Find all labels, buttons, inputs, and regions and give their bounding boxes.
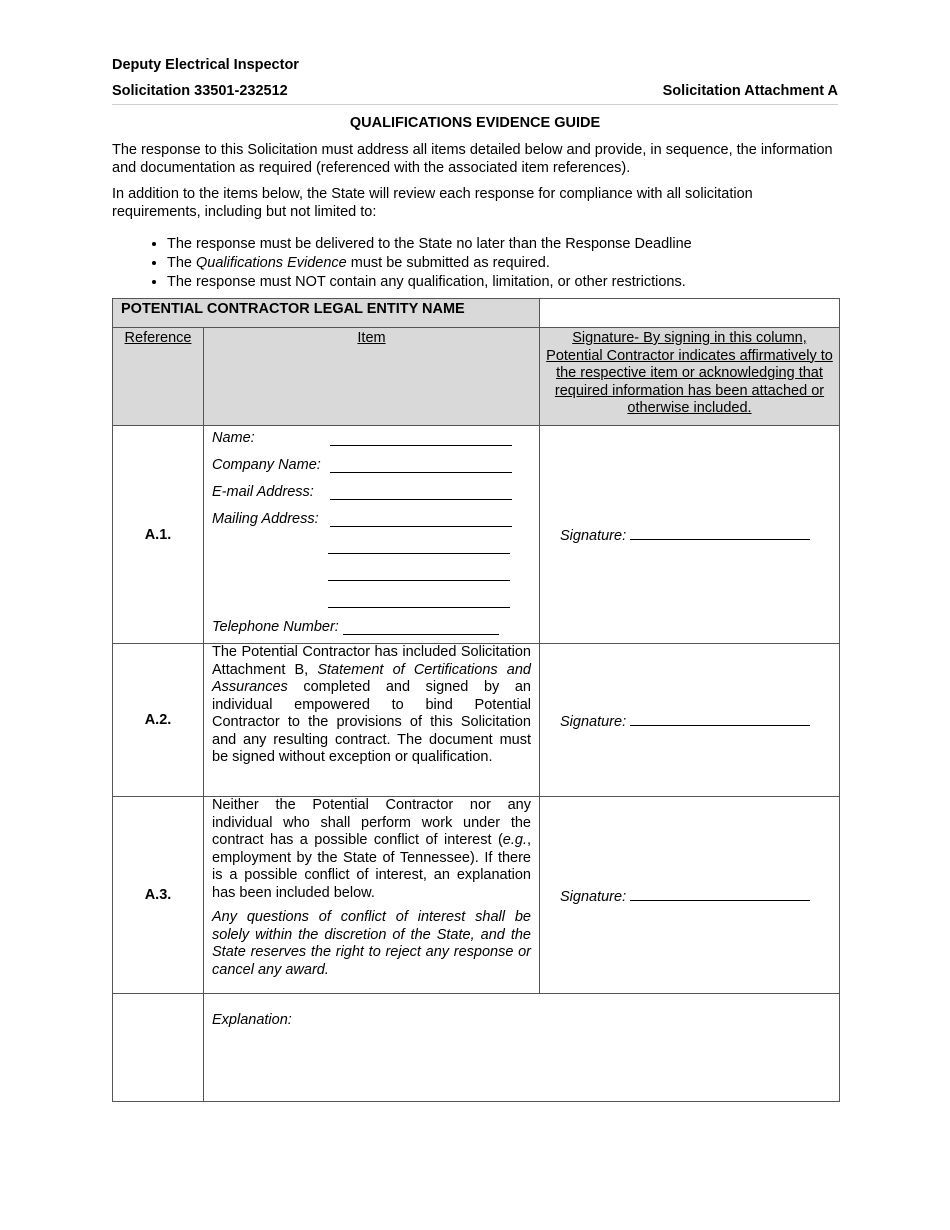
header-org: Deputy Electrical Inspector bbox=[112, 57, 299, 73]
list-item: • The response must NOT contain any qualification, limitation, or other restrictions. bbox=[167, 273, 838, 292]
intro-paragraph-1: The response to this Solicitation must address all items detailed below and provide, in sequence, the information and documentation as required (referenced with the associated item references). bbox=[112, 142, 833, 176]
reference-a2: A.2. bbox=[113, 644, 204, 797]
table-row bbox=[113, 426, 840, 644]
mailing-address-line-3[interactable] bbox=[212, 554, 531, 581]
signature-a2[interactable]: Signature: bbox=[540, 644, 840, 797]
company-name-field[interactable]: Company Name: bbox=[212, 446, 531, 473]
requirements-list bbox=[112, 235, 838, 292]
table-row bbox=[113, 299, 840, 328]
mailing-address-field[interactable]: Mailing Address: bbox=[212, 500, 531, 527]
item-a1 bbox=[204, 426, 540, 644]
intro-paragraph-2: In addition to the items below, the State will review each response for compliance with all solicitation requirements, including but not limited to: bbox=[112, 186, 753, 220]
signature-line bbox=[630, 886, 810, 901]
entity-name-label: POTENTIAL CONTRACTOR LEGAL ENTITY NAME bbox=[113, 299, 540, 328]
item-a3 bbox=[204, 797, 540, 994]
explanation-field[interactable]: Explanation: bbox=[204, 994, 840, 1102]
signature-a3[interactable]: Signature: bbox=[540, 797, 840, 994]
table-row bbox=[113, 994, 840, 1102]
email-field[interactable]: E-mail Address: bbox=[212, 473, 531, 500]
entity-name-field[interactable] bbox=[540, 299, 840, 328]
a3-statement: Neither the Potential Contractor nor any individual who shall perform work under the contract has a possible conflict of interest (e.g., employment by the State of Tennessee). If there is a possible conflict of interest, an explanation has been included below. bbox=[212, 797, 531, 901]
page-title: QUALIFICATIONS EVIDENCE GUIDE bbox=[349, 115, 601, 131]
header-row bbox=[112, 78, 838, 105]
header-solicitation: Solicitation 33501-232512 bbox=[112, 83, 288, 99]
table-row bbox=[113, 797, 840, 994]
mailing-address-line-4[interactable] bbox=[212, 581, 531, 608]
column-header-signature: Signature- By signing in this column, Potential Contractor indicates affirmatively to the respective item or acknowledging that required information has been attached or otherwise included. bbox=[540, 328, 840, 426]
header-attachment: Solicitation Attachment A bbox=[662, 83, 838, 99]
table-header-row bbox=[113, 328, 840, 426]
column-header-reference: Reference bbox=[113, 328, 204, 426]
reference-a3: A.3. bbox=[113, 797, 204, 994]
document-page bbox=[112, 52, 838, 292]
signature-line bbox=[630, 525, 810, 540]
qualifications-table bbox=[112, 298, 840, 1102]
table-row bbox=[113, 644, 840, 797]
telephone-field[interactable]: Telephone Number: bbox=[212, 608, 531, 635]
item-a2: The Potential Contractor has included Solicitation Attachment B, Statement of Certifications and Assurances completed and signed by an individual empowered to bind Potential Contractor to the provisions of this Solicitation and any resulting contract. The document must be signed without exception or qualification. bbox=[204, 644, 540, 797]
explanation-reference-empty bbox=[113, 994, 204, 1102]
list-item: • The response must be delivered to the State no later than the Response Deadline bbox=[167, 235, 838, 254]
a3-note: Any questions of conflict of interest shall be solely within the discretion of the State, and the State reserves the right to reject any response or cancel any award. bbox=[212, 909, 531, 978]
reference-a1: A.1. bbox=[113, 426, 204, 644]
signature-a1[interactable]: Signature: bbox=[540, 426, 840, 644]
list-item: • The Qualifications Evidence must be submitted as required. bbox=[167, 254, 838, 273]
mailing-address-line-2[interactable] bbox=[212, 527, 531, 554]
name-field[interactable]: Name: bbox=[212, 426, 531, 446]
column-header-item: Item bbox=[204, 328, 540, 426]
signature-line bbox=[630, 711, 810, 726]
